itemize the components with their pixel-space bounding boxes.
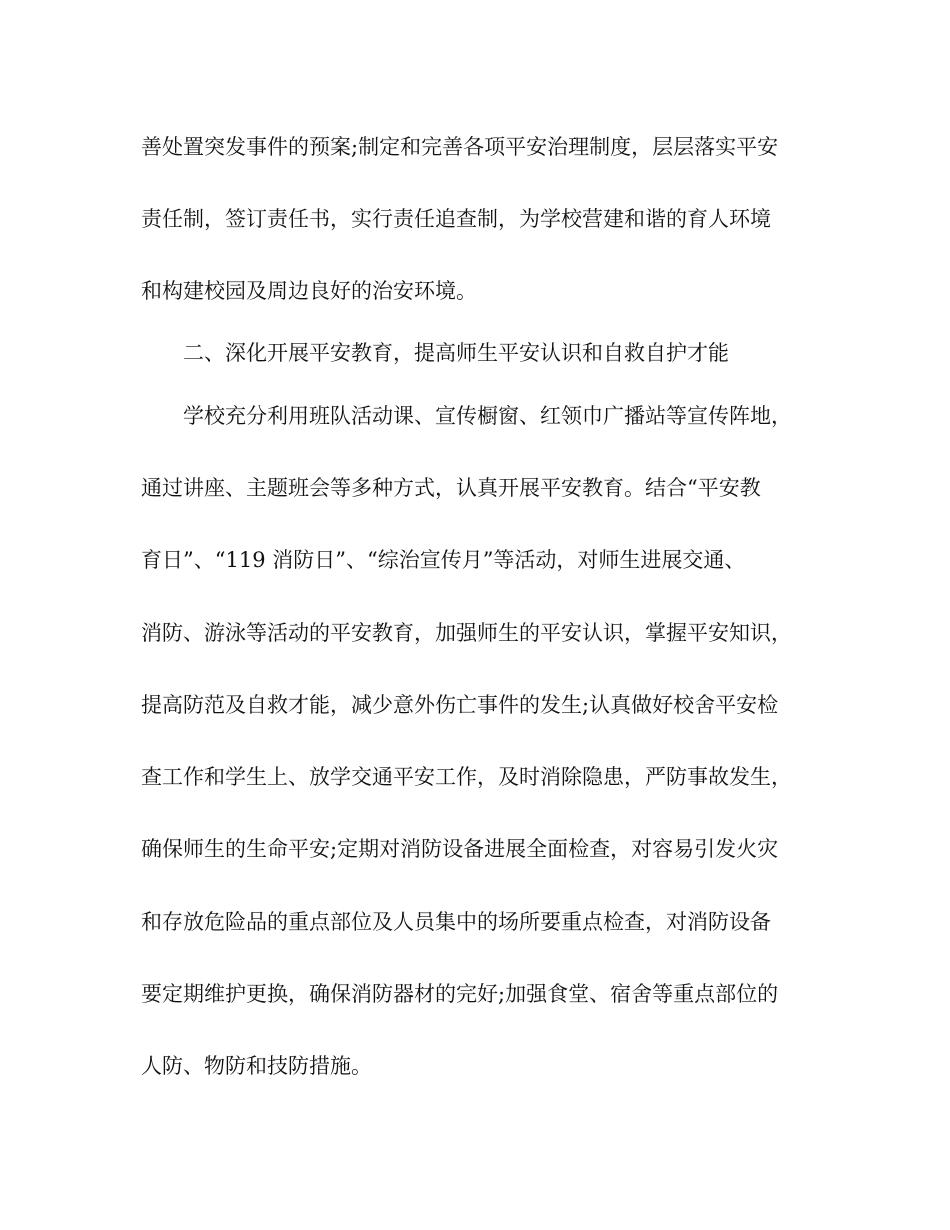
paragraph-line: 消防、游泳等活动的平安教育，加强师生的平安认识，掌握平安知识， — [141, 621, 792, 645]
paragraph-line: 育日”、“119 消防日”、“综治宣传月”等活动，对师生进展交通、 — [141, 548, 746, 572]
paragraph-line: 确保师生的生命平安;定期对消防设备进展全面检查，对容易引发火灾 — [141, 837, 779, 861]
paragraph-line: 和存放危险品的重点部位及人员集中的场所要重点检查，对消防设备 — [141, 910, 771, 934]
paragraph-line: 查工作和学生上、放学交通平安工作，及时消除隐患，严防事故发生， — [141, 765, 792, 789]
paragraph-line: 提高防范及自救才能，减少意外伤亡事件的发生;认真做好校舍平安检 — [141, 693, 779, 717]
section-heading: 二、深化开展平安教育，提高师生平安认识和自救自护才能 — [183, 341, 729, 365]
paragraph-line: 人防、物防和技防措施。 — [141, 1054, 372, 1078]
paragraph-line: 和构建校园及周边良好的治安环境。 — [141, 279, 477, 303]
paragraph-line: 善处置突发事件的预案;制定和完善各项平安治理制度，层层落实平安 — [141, 135, 779, 159]
paragraph-line: 要定期维护更换，确保消防器材的完好;加强食堂、宿舍等重点部位的 — [141, 982, 779, 1006]
paragraph-line: 通过讲座、主题班会等多种方式，认真开展平安教育。结合“平安教 — [141, 476, 761, 500]
paragraph-line: 学校充分利用班队活动课、宣传橱窗、红领巾广播站等宣传阵地， — [183, 404, 792, 428]
paragraph-line: 责任制，签订责任书，实行责任追查制，为学校营建和谐的育人环境 — [141, 207, 771, 231]
